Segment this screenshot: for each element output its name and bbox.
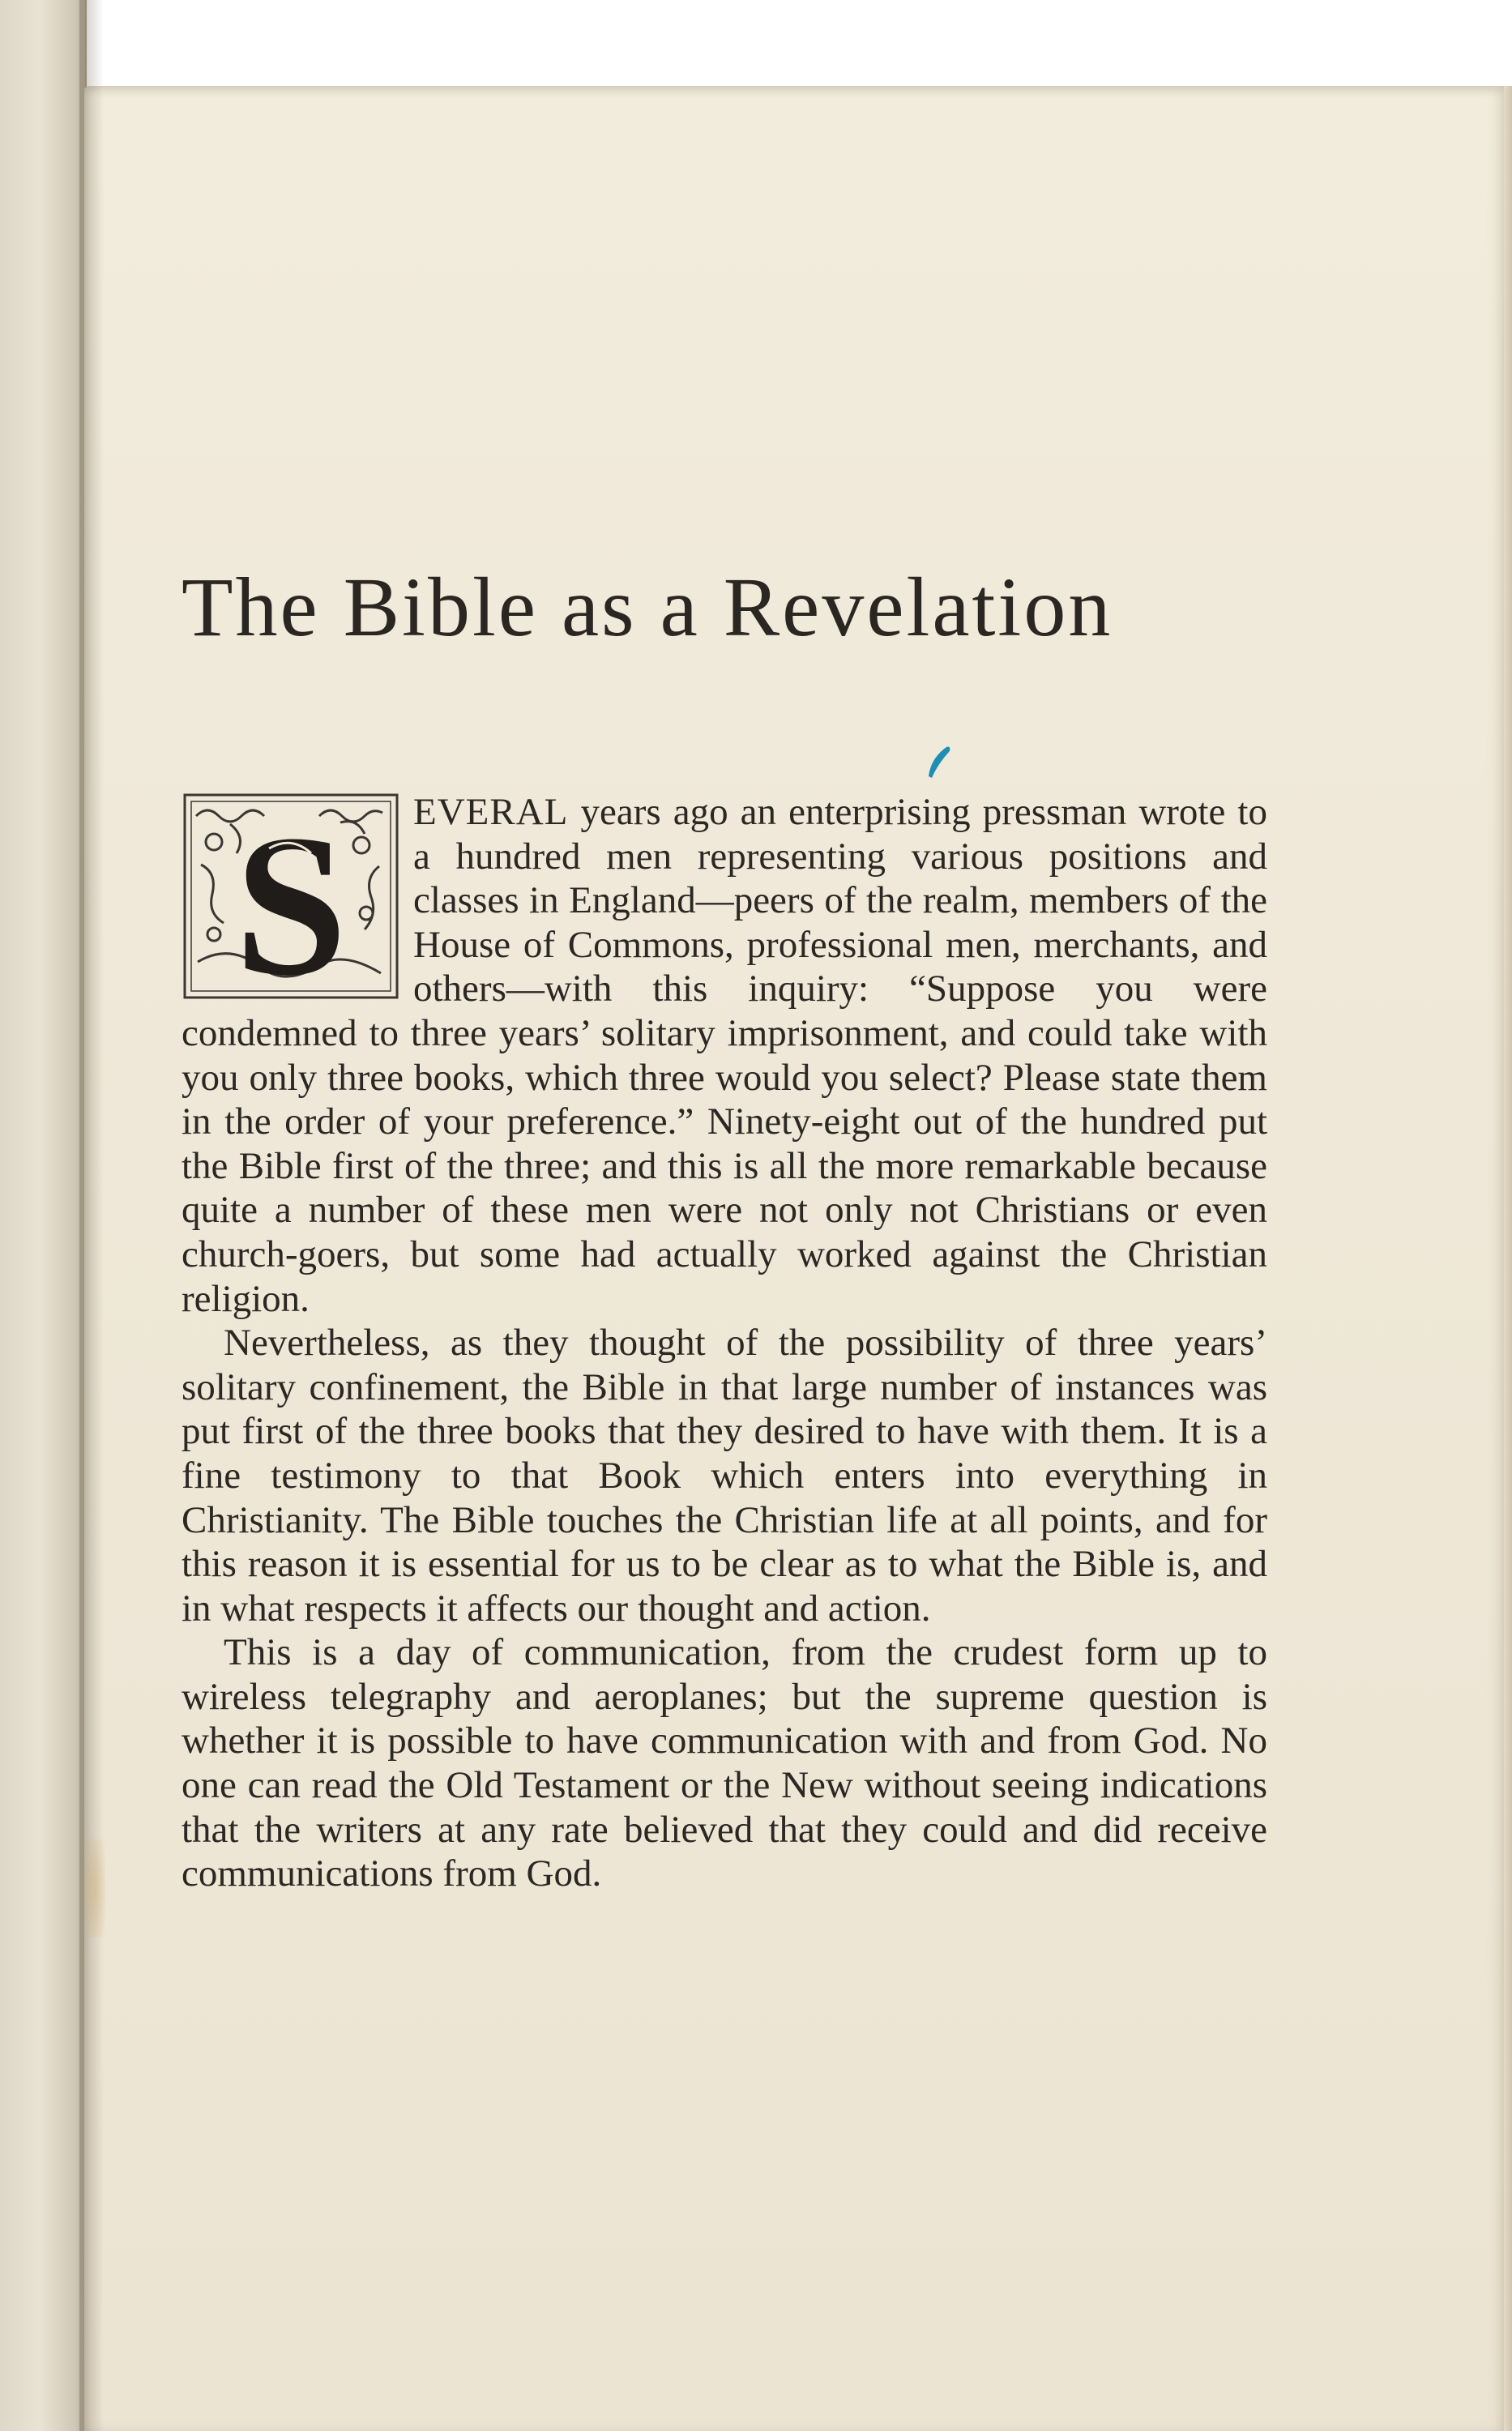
ornamental-drop-cap-s: [182, 792, 400, 1001]
chapter-title: The Bible as a Revelation: [182, 561, 1113, 654]
paragraph-2: Nevertheless, as they thought of the possibility of three years’ solitary confinement, the Bible in that large number of instances was put first of the three books that they desired to have with them. It is a fine testimony to that Book which enters into everything in Christianity. The Bible touches the Christian life at all points, and for this reason it is essential for us to be clear as to what the Bible is, and in what respects it affects our thought and action.: [182, 1322, 1267, 1630]
paragraph-3: This is a day of communication, from the crudest form up to wireless telegraphy and aeroplanes; but the supreme question is whether it is possible to have communication with and from God. No one can read the Old Testament or the New without seeing indications that the writers at any rate believed that they could and did receive communications from God.: [182, 1631, 1267, 1895]
facing-page-edge: [0, 0, 87, 2431]
paragraph-1-text: years ago an enterprising pressman wrote to a hundred men representing various positions and classes in England—peers of the realm, members of the House of Commons, professional men, merchants, and others—with this inquiry: “Suppose you were condemned to three years’ solitary imprisonment, and could take with you only three books, which three would you select? Please state them in the order of your preference.” Ninety-eight out of the hundred put the Bible first of the three; and this is all the more remarkable because quite a number of these men were not only not Christians or even church-goers, but some had actually worked against the Christian religion.: [182, 791, 1267, 1320]
blue-ink-mark: [922, 741, 955, 781]
drop-cap-letter: S: [234, 793, 348, 1001]
paragraph-1-lead: EVERAL: [413, 791, 569, 833]
paper-stain: [84, 1839, 105, 1937]
gutter-shadow: [79, 0, 104, 2431]
page-edge: [1504, 86, 1512, 2431]
body-text: [182, 790, 1267, 1896]
